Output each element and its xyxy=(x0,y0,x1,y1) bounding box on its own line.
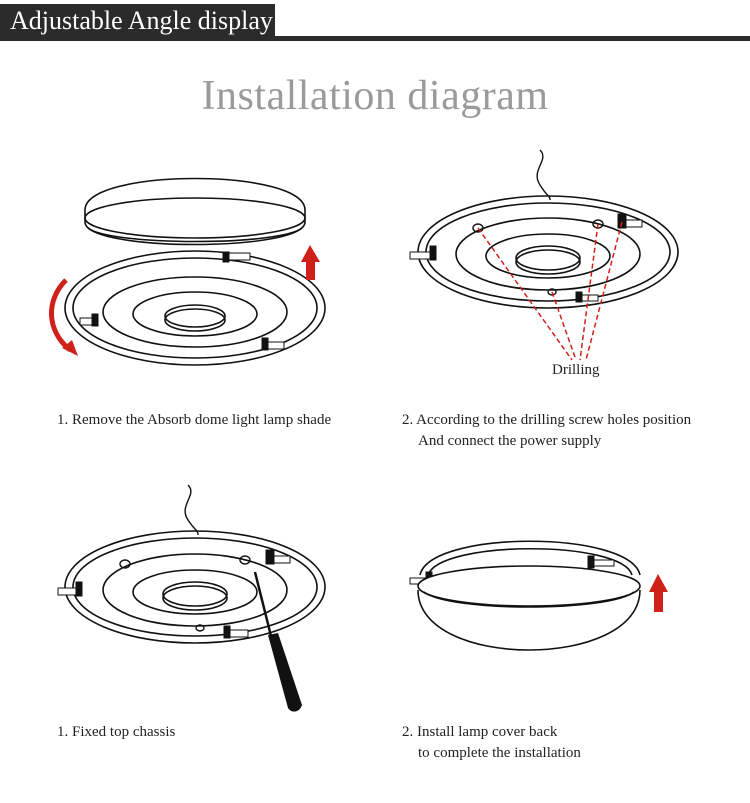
lamp-shade xyxy=(418,566,640,650)
rotate-arrow-icon xyxy=(51,280,78,356)
screw-hole xyxy=(473,220,603,295)
step2-illustration xyxy=(400,140,690,370)
base-plate xyxy=(65,251,325,365)
step-caption-line: 1. Fixed top chassis xyxy=(57,724,176,740)
step4-illustration xyxy=(400,520,690,700)
step-caption-line: 2. According to the drilling screw holes position xyxy=(402,412,692,428)
up-arrow-icon xyxy=(301,245,320,280)
step-caption-2 xyxy=(402,410,691,452)
step-caption-line: 2. Install lamp cover back xyxy=(402,724,558,740)
drilling-label: Drilling xyxy=(552,362,600,378)
step1-illustration xyxy=(40,160,340,390)
screw-hole xyxy=(120,556,250,631)
step-caption-line: 1. Remove the Absorb dome light lamp shade xyxy=(57,412,332,428)
step3-illustration xyxy=(50,480,350,720)
step-caption-3 xyxy=(57,722,175,743)
lamp-shade xyxy=(85,179,305,245)
power-cable xyxy=(537,150,550,200)
power-cable xyxy=(185,485,198,535)
header-bar xyxy=(0,0,750,46)
header-title: Adjustable Angle display xyxy=(0,4,275,38)
step-caption-1 xyxy=(57,410,331,431)
step-caption-4 xyxy=(402,722,581,764)
base-plate xyxy=(65,531,325,643)
step-caption-line: to complete the installation xyxy=(418,745,581,761)
page-title: Installation diagram xyxy=(201,73,549,119)
up-arrow-icon xyxy=(649,574,668,612)
step-caption-line: And connect the power supply xyxy=(418,433,602,449)
screwdriver-icon xyxy=(255,572,302,712)
